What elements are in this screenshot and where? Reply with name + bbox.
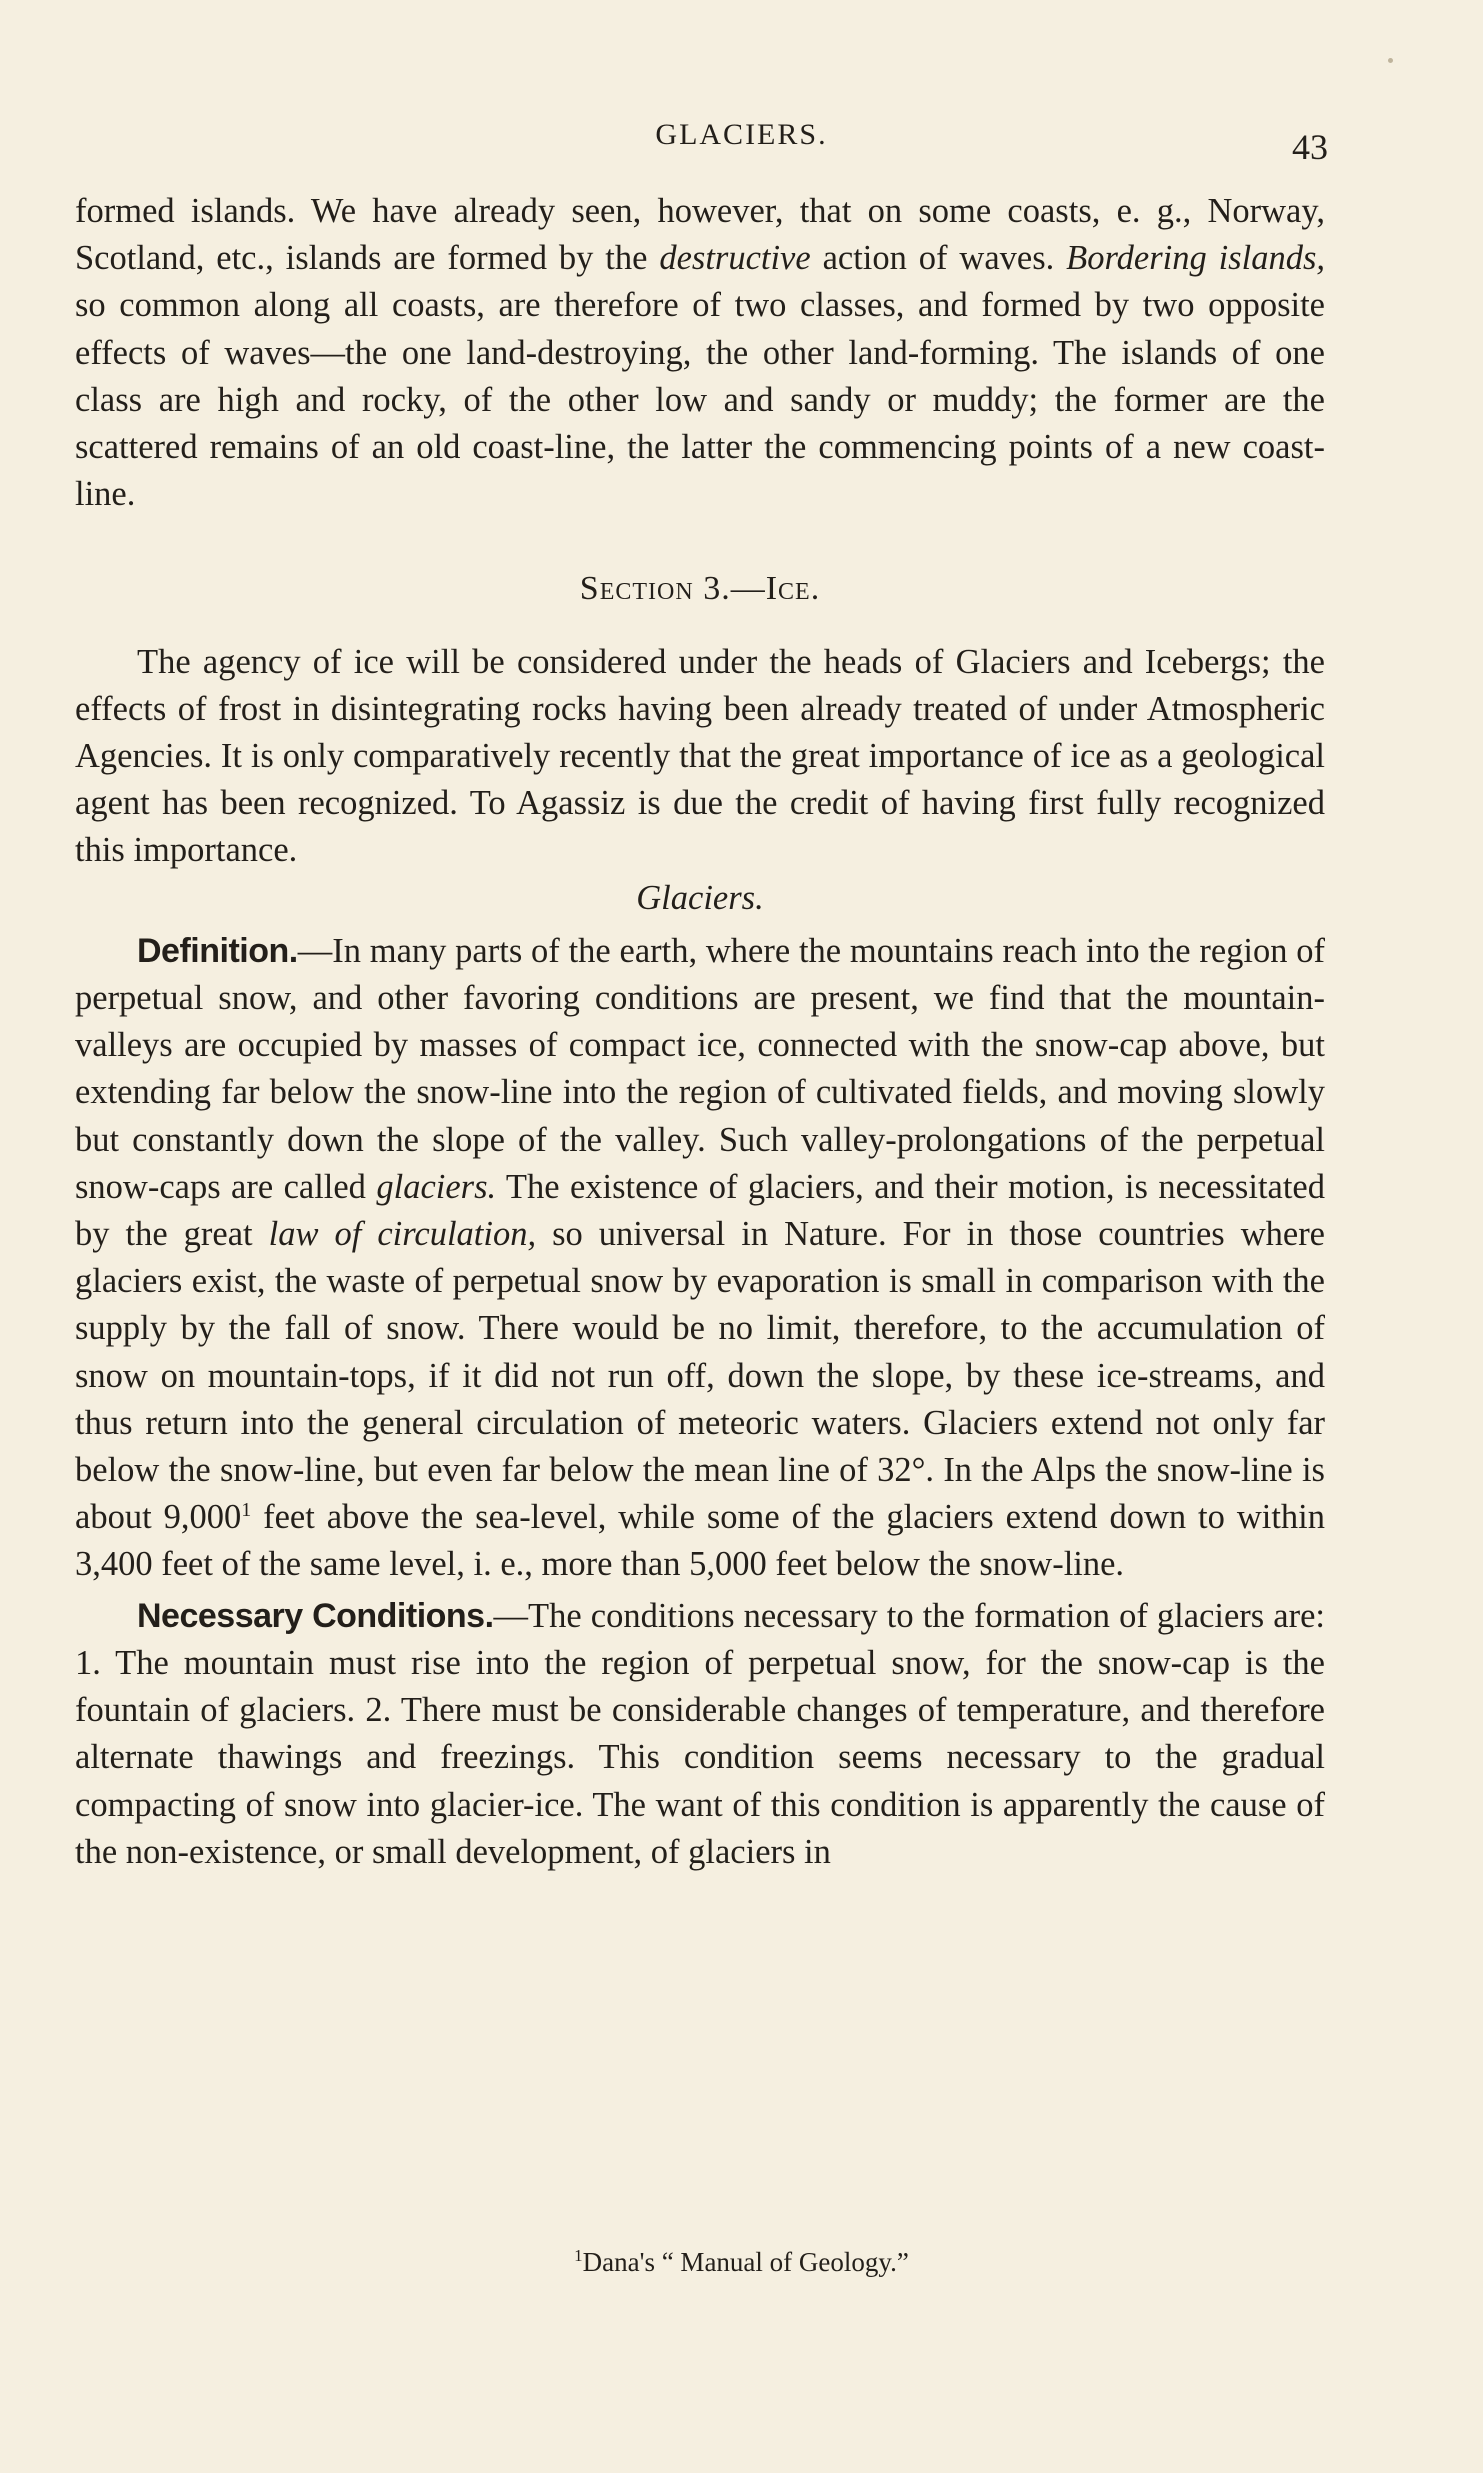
running-head: GLACIERS. [655,118,828,151]
footnote-marker: 1 [574,2246,583,2265]
footnote-text: Dana's “ Manual of Geology.” [582,2247,909,2277]
paper-speck [1388,58,1393,63]
text-run: —In many parts of the earth, where the mountains reach into the region of perpetual snow, and other favoring conditions are present, we find that the mountain-valleys are occupied by masses of compact ice, connected with the snow-cap above, but extending far below the snow-line into the region of cultivated fields, and moving slowly but constantly down the slope of the valley. Such valley-prolongations of the perpetual snow-caps are called [75,931,1325,1206]
body-text [75,188,1325,1876]
text-run: formed islands. We have already seen, however, that on some coasts, e. g., Norway, Scotland, etc., islands are formed by the [75,192,1325,278]
text-run: action of waves. [810,239,1067,278]
section-heading-word: Section [579,570,694,608]
emphasis: destructive [659,239,811,278]
section-heading-title: Ice. [765,570,821,608]
subheading-glaciers: Glaciers. [636,878,764,917]
text-run: feet above the sea-level, while some of the glaciers extend down to within 3,400 feet of the same level, i. e., more than 5,000 feet below the snow-line. [75,1498,1325,1584]
emphasis: glaciers. [376,1167,497,1206]
text-run: so universal in Nature. For in those countries where glaciers exist, the waste of perpetual snow by evaporation is small in comparison with the supply by the fall of snow. There would be no limit, therefore, to the accumulation of snow on mountain-tops, if it did not run off, down the slope, by these ice-streams, and thus return into the general circulation of meteoric waters. Glaciers extend not only far below the snow-line, but even far below the mean line of 32°. In the Alps the snow-line is about 9,000 [75,1215,1325,1537]
page-header [0,108,1483,168]
section-heading-number: 3.— [693,570,766,608]
paragraph-necessary-conditions [75,1593,1325,1876]
definition-label: Definition. [137,931,298,970]
footnote [0,2247,1483,2278]
text-run: —The conditions necessary to the formation of glaciers are: 1. The mountain must rise into the region of perpetual snow, for the snow-cap is the fountain of glaciers. 2. There must be considerable changes of temperature, and therefore alternate thawings and freezings. This condition seems necessary to the gradual compacting of snow into glacier-ice. The want of this condition is apparently the cause of the non-existence, or small development, of glaciers in [75,1596,1325,1871]
emphasis: Bordering islands, [1066,239,1325,278]
footnote-reference: 1 [241,1499,252,1522]
page-number: 43 [1292,127,1328,167]
paragraph-agency-of-ice: The agency of ice will be considered under the heads of Glaciers and Icebergs; the effects of frost in disintegrating rocks having been already treated of under Atmospheric Agencies. It is only comparatively recently that the great importance of ice as a geological agent has been recognized. To Agassiz is due the credit of having first fully recognized this importance. [75,642,1325,870]
text-run: so common along all coasts, are therefore of two classes, and formed by two opposite effects of waves—the one land-destroying, the other land-forming. The islands of one class are high and rocky, of the other low and sandy or muddy; the former are the scattered remains of an old coast-line, the latter the commencing points of a new coast-line. [75,286,1325,514]
text-run: The existence of glaciers, and their motion, is necessitated by the great [75,1167,1325,1254]
paragraph-definition [75,928,1325,1589]
paragraph-bordering-islands [75,188,1325,518]
necessary-conditions-label: Necessary Conditions. [137,1596,494,1635]
section-heading [75,565,1325,612]
emphasis: law of circulation, [268,1215,537,1254]
